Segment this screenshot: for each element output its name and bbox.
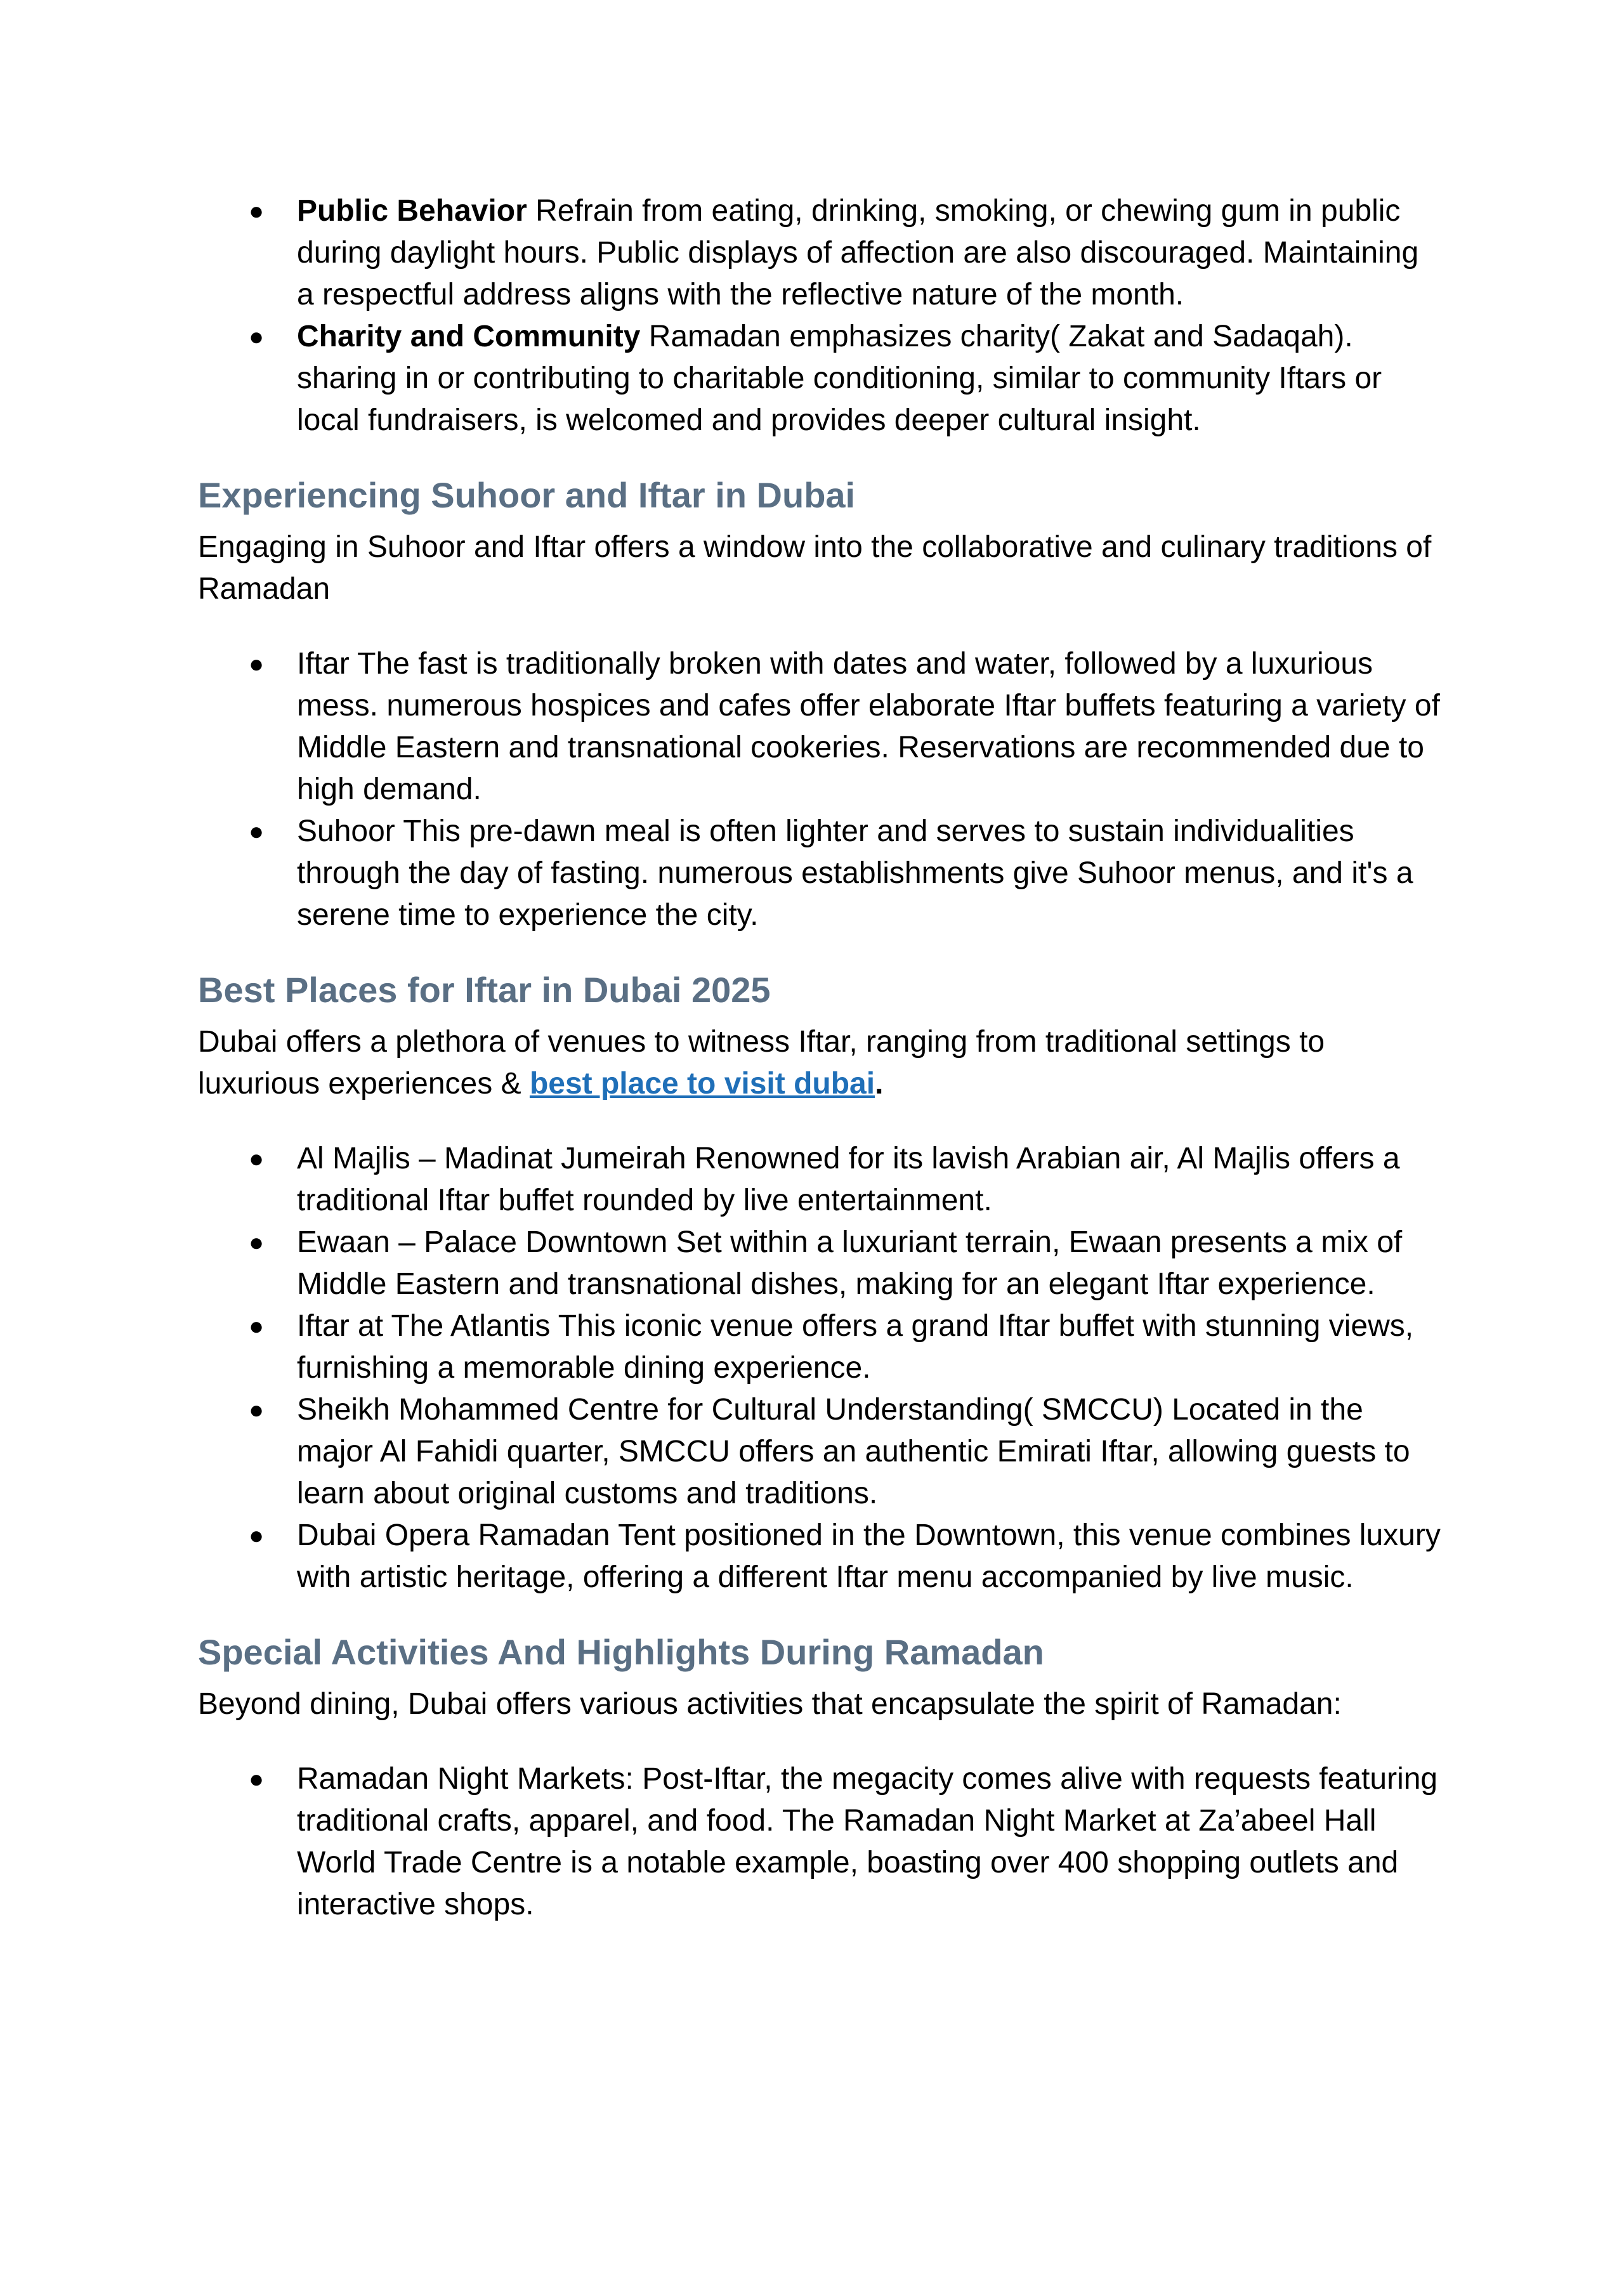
suhoor-iftar-list	[198, 643, 1441, 936]
bullet-icon: ●	[249, 1522, 265, 1550]
section-intro-suhoor-iftar: Engaging in Suhoor and Iftar offers a window into the collaborative and culinary traditions of Ramadan	[198, 530, 1432, 606]
best-places-list	[198, 1138, 1441, 1598]
bullet-icon: ●	[249, 323, 265, 351]
list-item	[198, 1138, 1441, 1222]
list-item	[198, 1515, 1441, 1598]
bullet-icon: ●	[249, 1396, 265, 1424]
bullet-icon: ●	[249, 197, 265, 225]
list-item-text: Ramadan emphasizes charity( Zakat and Sadaqah). sharing in or contributing to charitable conditioning, similar to community Iftars or local fundraisers, is welcomed and provides deeper cultural insight.	[297, 320, 1382, 437]
list-item-public-behavior	[198, 190, 1441, 316]
list-item	[198, 643, 1441, 811]
list-item	[198, 1758, 1441, 1926]
list-item	[198, 1305, 1441, 1389]
section-intro-special-activities: Beyond dining, Dubai offers various activities that encapsulate the spirit of Ramadan:	[198, 1687, 1342, 1721]
list-item-text: Al Majlis – Madinat Jumeirah Renowned for its lavish Arabian air, Al Majlis offers a traditional Iftar buffet rounded by live entertainment.	[297, 1142, 1400, 1217]
bullet-icon: ●	[249, 1312, 265, 1340]
list-item-text: Iftar The fast is traditionally broken with dates and water, followed by a luxurious mess. numerous hospices and cafes offer elaborate Iftar buffets featuring a variety of Middle Eastern and transnational cookeries. Reservations are recommended due to high demand.	[297, 647, 1440, 806]
list-item-text: Dubai Opera Ramadan Tent positioned in the Downtown, this venue combines luxury with artistic heritage, offering a different Iftar menu accompanied by live music.	[297, 1519, 1441, 1594]
list-item	[198, 1222, 1441, 1305]
list-item-text: Suhoor This pre-dawn meal is often lighter and serves to sustain individualities through the day of fasting. numerous establishments give Suhoor menus, and it's a serene time to experience the city.	[297, 814, 1413, 932]
section-intro-best-places	[198, 1021, 1441, 1105]
section-heading-special-activities: Special Activities And Highlights During Ramadan	[198, 1632, 1044, 1672]
list-item	[198, 1389, 1441, 1515]
list-item-text: Ramadan Night Markets: Post-Iftar, the megacity comes alive with requests featuring traditional crafts, apparel, and food. The Ramadan Night Market at Za’abeel Hall World Trade Centre is a notable example, boasting over 400 shopping outlets and interactive shops.	[297, 1762, 1438, 1921]
list-item-charity-community	[198, 316, 1441, 441]
document-content	[198, 190, 1441, 1926]
list-item-title: Charity and Community	[297, 320, 641, 353]
bullet-icon: ●	[249, 1145, 265, 1173]
intro-text: Dubai offers a plethora of venues to witness Iftar, ranging from traditional settings to luxurious experiences &	[198, 1025, 1325, 1101]
bullet-icon: ●	[249, 1229, 265, 1257]
list-item-title: Public Behavior	[297, 194, 527, 228]
list-item	[198, 811, 1441, 936]
etiquette-list	[198, 190, 1441, 441]
section-heading-best-places: Best Places for Iftar in Dubai 2025	[198, 970, 771, 1010]
section-heading-suhoor-iftar: Experiencing Suhoor and Iftar in Dubai	[198, 475, 856, 515]
list-item-text: Iftar at The Atlantis This iconic venue offers a grand Iftar buffet with stunning views, furnishing a memorable dining experience.	[297, 1309, 1414, 1385]
best-place-to-visit-dubai-link[interactable]: best place to visit dubai	[529, 1067, 875, 1101]
bullet-icon: ●	[249, 818, 265, 846]
bullet-icon: ●	[249, 1765, 265, 1793]
special-activities-list	[198, 1758, 1441, 1926]
intro-end: .	[875, 1067, 884, 1101]
list-item-text: Ewaan – Palace Downtown Set within a luxuriant terrain, Ewaan presents a mix of Middle Eastern and transnational dishes, making for an elegant Iftar experience.	[297, 1225, 1403, 1301]
list-item-text: Sheikh Mohammed Centre for Cultural Understanding( SMCCU) Located in the major Al Fahidi quarter, SMCCU offers an authentic Emirati Iftar, allowing guests to learn about original customs and traditions.	[297, 1393, 1410, 1510]
bullet-icon: ●	[249, 650, 265, 678]
list-item-text: Refrain from eating, drinking, smoking, or chewing gum in public during daylight hours. Public displays of affection are also discouraged. Maintaining a respectful address aligns with the reflective nature of the month.	[297, 194, 1419, 311]
